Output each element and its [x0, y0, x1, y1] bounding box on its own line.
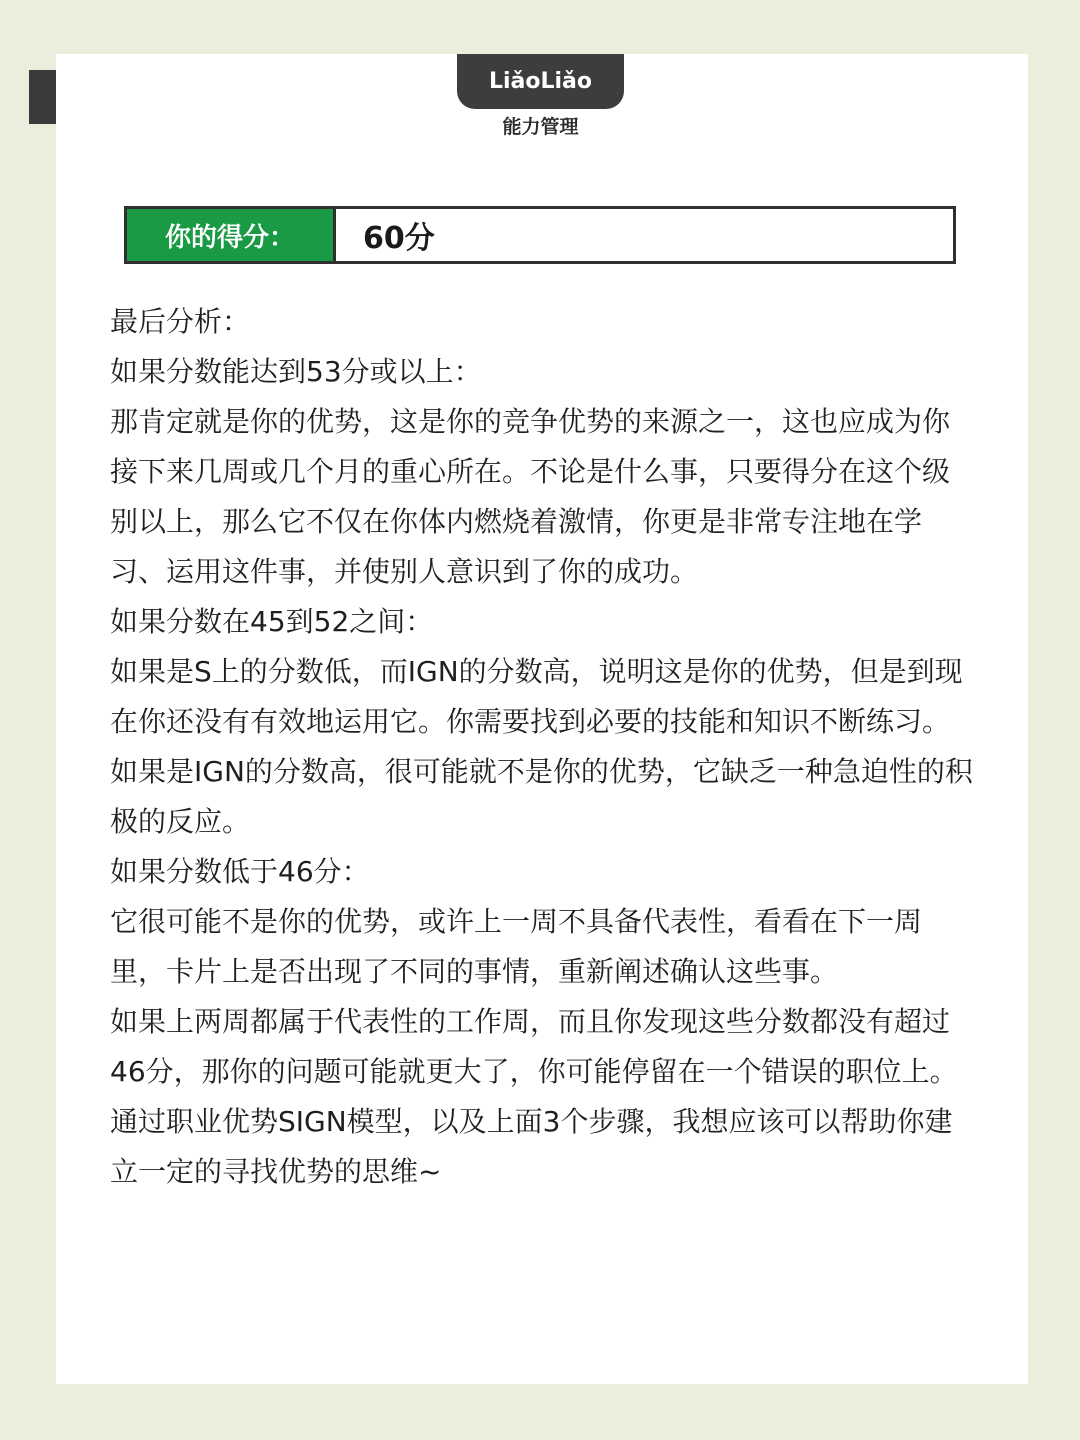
brand-logo: LiǎoLiǎo [457, 54, 624, 109]
section-heading-mid: 如果分数在45到52之间： [110, 605, 434, 638]
paragraph-low-1: 它很可能不是你的优势，或许上一周不具备代表性，看看在下一周里，卡片上是否出现了不同的事情，重新阐述确认这些事。 [110, 905, 923, 988]
section-heading-low: 如果分数低于46分： [110, 855, 370, 888]
section-heading-high: 如果分数能达到53分或以上： [110, 355, 482, 388]
section-heading-analysis: 最后分析： [110, 305, 251, 338]
brand-subtitle: 能力管理 [502, 116, 579, 138]
paragraph-conclusion: 通过职业优势SIGN模型，以及上面3个步骤，我想应该可以帮助你建立一定的寻找优势的思维~ [110, 1105, 953, 1188]
content-card [56, 54, 1028, 1384]
paragraph-high: 那肯定就是你的优势，这是你的竞争优势的来源之一，这也应成为你接下来几周或几个月的重心所在。不论是什么事，只要得分在这个级别以上，那么它不仅在你体内燃烧着激情，你更是非常专注地在学习、运用这件事，并使别人意识到了你的成功。 [110, 405, 951, 588]
score-label: 你的得分： [127, 209, 336, 261]
paragraph-low-2: 如果上两周都属于代表性的工作周，而且你发现这些分数都没有超过46分，那你的问题可能就更大了，你可能停留在一个错误的职位上。 [110, 1005, 958, 1088]
analysis-text [110, 297, 976, 1197]
paragraph-mid-1: 如果是S上的分数低，而IGN的分数高，说明这是你的优势，但是到现在你还没有有效地运用它。你需要找到必要的技能和知识不断练习。 [110, 655, 963, 738]
score-box [124, 206, 956, 264]
paragraph-mid-2: 如果是IGN的分数高，很可能就不是你的优势，它缺乏一种急迫性的积极的反应。 [110, 755, 973, 838]
score-value: 60分 [363, 221, 435, 256]
left-edge-tab [29, 70, 56, 124]
